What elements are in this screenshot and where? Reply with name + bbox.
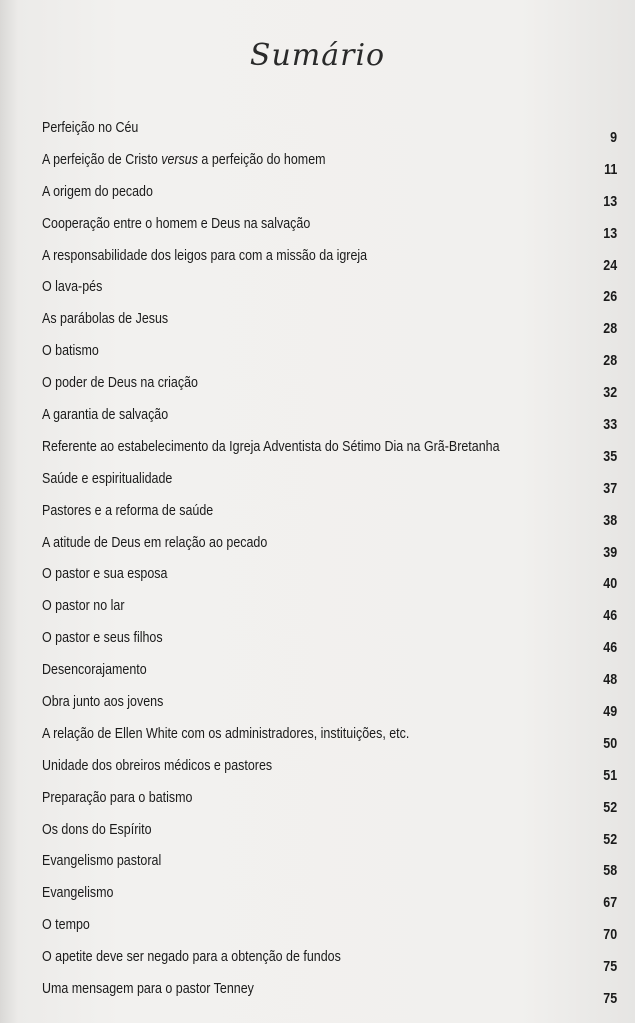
toc-entry-title: A relação de Ellen White com os administradores, instituições, etc. — [42, 725, 410, 742]
toc-entry-page: 38 — [603, 512, 617, 529]
toc-entry-title: As parábolas de Jesus — [42, 311, 169, 328]
toc-entry-title: Unidade dos obreiros médicos e pastores — [42, 757, 273, 774]
toc-entry-page: 13 — [603, 193, 617, 210]
toc-entry-title: O pastor e sua esposa — [42, 566, 168, 583]
toc-entry-title: A garantia de salvação — [42, 407, 169, 424]
toc-entry — [42, 979, 617, 1011]
toc-entry-page: 28 — [603, 353, 617, 370]
toc-entry-title: Perfeição no Céu — [42, 120, 139, 136]
toc-entry — [42, 564, 617, 596]
toc-entry-page: 40 — [603, 576, 617, 593]
toc-entry-page: 11 — [603, 161, 617, 178]
toc-entry-page: 28 — [603, 321, 617, 338]
page-title: Sumário — [249, 38, 386, 73]
toc-entry-title: O lava-pés — [42, 279, 103, 296]
toc-entry-title: O apetite deve ser negado para a obtenção de fundos — [42, 949, 341, 966]
toc-entry-title: Os dons do Espírito — [42, 821, 152, 838]
toc-entry-title: O pastor no lar — [42, 598, 125, 615]
toc-entry — [42, 692, 617, 724]
toc-entry — [42, 437, 617, 469]
toc-entry — [42, 851, 617, 883]
toc-entry — [42, 501, 617, 533]
toc-entry — [42, 309, 617, 341]
toc-entry-title: A responsabilidade dos leigos para com a missão da igreja — [42, 247, 368, 264]
toc-entry — [42, 341, 617, 373]
toc-entry — [42, 118, 617, 150]
toc-entry-title: A perfeição de Cristo versus a perfeição do homem — [42, 151, 326, 168]
toc-entry — [42, 628, 617, 660]
toc-entry-page: 58 — [603, 863, 617, 880]
toc-entry-page: 33 — [603, 417, 617, 434]
toc-entry-page: 26 — [603, 289, 617, 306]
toc-entry-page: 50 — [603, 735, 617, 752]
toc-entry — [42, 246, 617, 278]
toc-entry-page: 67 — [603, 895, 617, 912]
toc-entry-title: O poder de Deus na criação — [42, 375, 198, 392]
toc-entry-title: Obra junto aos jovens — [42, 694, 164, 711]
toc-entry-title: Referente ao estabelecimento da Igreja Adventista do Sétimo Dia na Grã-Bretanha — [42, 438, 500, 455]
toc-entry — [42, 277, 617, 309]
toc-entry — [42, 724, 617, 756]
toc-entry — [42, 596, 617, 628]
toc-entry-title: A atitude de Deus em relação ao pecado — [42, 534, 268, 551]
toc-entry-title: O tempo — [42, 917, 90, 934]
toc-entry-page: 13 — [603, 225, 617, 242]
toc-entry-page: 75 — [603, 959, 617, 976]
toc-entry-page: 51 — [603, 767, 617, 784]
toc-entry — [42, 947, 617, 979]
toc-entry-page: 9 — [610, 130, 617, 146]
toc-entry-page: 35 — [603, 448, 617, 465]
toc-entry-title: Cooperação entre o homem e Deus na salvação — [42, 215, 311, 232]
toc-entry — [42, 469, 617, 501]
toc-entry-title: Uma mensagem para o pastor Tenney — [42, 981, 254, 998]
toc-entry-page: 52 — [603, 799, 617, 816]
toc-entry — [42, 405, 617, 437]
toc-entry-page: 70 — [603, 927, 617, 944]
toc-entry-page: 39 — [603, 544, 617, 561]
toc-entry — [42, 182, 617, 214]
table-of-contents — [42, 118, 617, 1011]
toc-entry-title: A origem do pecado — [42, 183, 153, 200]
toc-entry — [42, 660, 617, 692]
toc-entry-page: 37 — [603, 480, 617, 497]
toc-entry-page: 48 — [603, 672, 617, 689]
toc-entry-title: Evangelismo pastoral — [42, 853, 162, 870]
toc-entry-page: 24 — [603, 257, 617, 274]
toc-entry-title: Evangelismo — [42, 885, 114, 902]
toc-entry-title: O batismo — [42, 343, 99, 360]
toc-entry-title: O pastor e seus filhos — [42, 630, 163, 647]
toc-entry — [42, 214, 617, 246]
toc-entry-page: 32 — [603, 385, 617, 402]
toc-entry — [42, 883, 617, 915]
toc-entry-page: 52 — [603, 831, 617, 848]
toc-entry — [42, 788, 617, 820]
toc-entry-title: Pastores e a reforma de saúde — [42, 502, 214, 519]
toc-entry — [42, 915, 617, 947]
toc-entry-title: Saúde e espiritualidade — [42, 470, 173, 487]
toc-entry-page: 46 — [603, 608, 617, 625]
toc-entry — [42, 756, 617, 788]
toc-entry-page: 49 — [603, 704, 617, 721]
toc-entry — [42, 533, 617, 565]
toc-entry-title: Desencorajamento — [42, 662, 147, 679]
toc-entry — [42, 820, 617, 852]
toc-entry-title: Preparação para o batismo — [42, 789, 193, 806]
toc-entry-page: 75 — [603, 991, 617, 1008]
toc-entry — [42, 150, 617, 182]
toc-entry-page: 46 — [603, 640, 617, 657]
toc-entry — [42, 373, 617, 405]
